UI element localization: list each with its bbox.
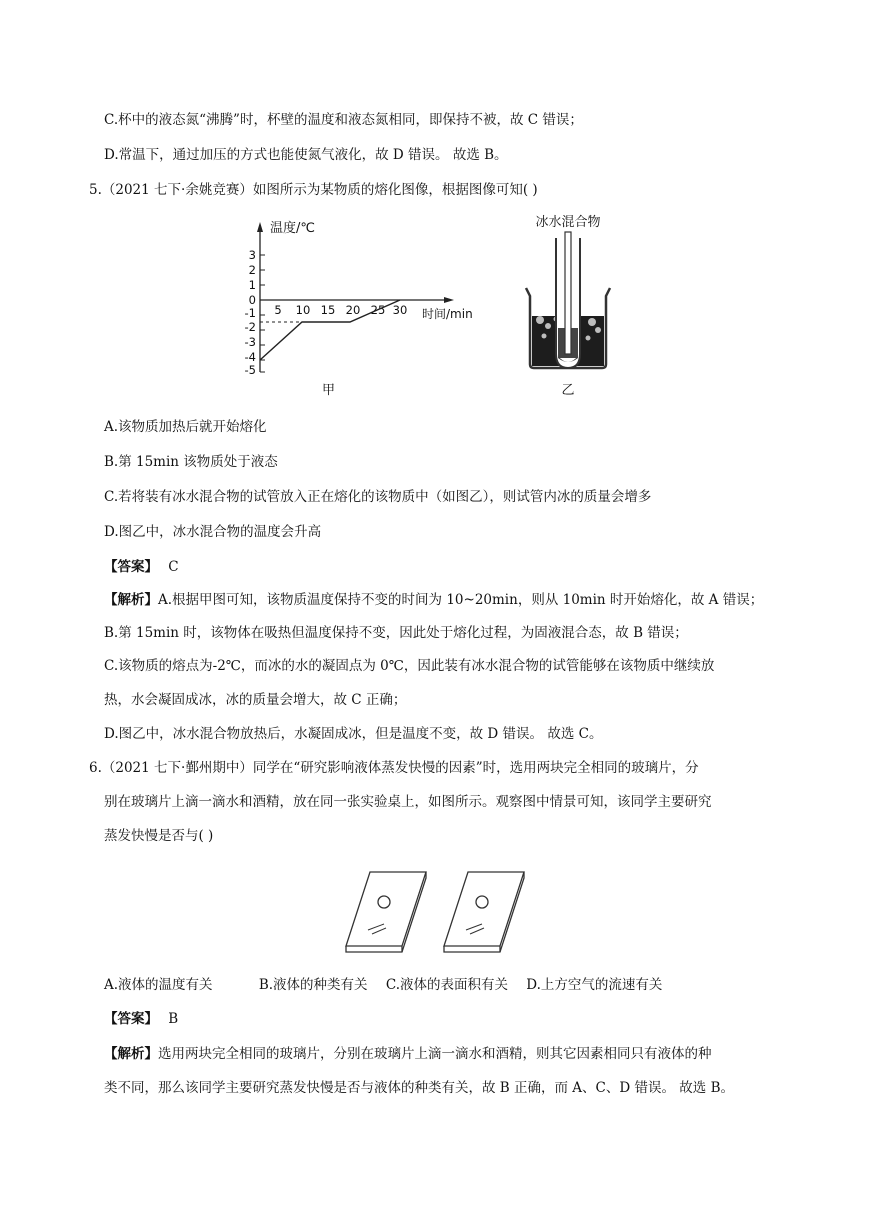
xtick-label: 5 <box>274 303 282 317</box>
glass-slides-figure <box>340 868 530 958</box>
beaker-caption: 乙 <box>561 383 575 398</box>
graph-y-ticks <box>260 255 265 372</box>
melting-graph-figure <box>238 210 488 400</box>
question-5-option-a: A.该物质加热后就开始熔化 <box>104 419 267 435</box>
question-6-option-b: B.液体的种类有关 <box>258 977 368 993</box>
question-5-stem: 5.（2021 七下·余姚竞赛）如图所示为某物质的熔化图像，根据图像可知( ) <box>89 182 538 198</box>
question-6-analysis-2: 类不同，那么该同学主要研究蒸发快慢是否与液体的种类有关，故 B 正确，而 A、C、D 错误。 故选 B。 <box>104 1080 734 1096</box>
graph-ylabel: 温度/℃ <box>270 221 315 236</box>
xtick-label: 30 <box>392 303 408 317</box>
answer-value: C <box>168 559 179 575</box>
xtick-label: 10 <box>295 303 311 317</box>
xtick-label: 15 <box>320 303 336 317</box>
graph-y-arrow <box>257 222 263 232</box>
graph-caption: 甲 <box>322 383 336 398</box>
question-6-analysis-1 <box>104 1044 712 1064</box>
answer-label: 【答案】 <box>104 559 158 575</box>
question-5-option-c: C.若将装有冰水混合物的试管放入正在熔化的该物质中（如图乙），则试管内冰的质量会增多 <box>104 489 652 505</box>
prev-option-c: C.杯中的液态氮“沸腾”时，杯壁的温度和液态氮相同，即保持不被，故 C 错误； <box>104 112 583 128</box>
ytick-label: 3 <box>248 248 256 262</box>
ytick-label: 1 <box>248 278 256 292</box>
question-6-answer <box>104 1009 178 1029</box>
beaker-figure <box>518 208 618 400</box>
analysis-text: 选用两块完全相同的玻璃片，分别在玻璃片上滴一滴水和酒精，则其它因素相同只有液体的种 <box>158 1046 712 1062</box>
analysis-text: A.根据甲图可知，该物质温度保持不变的时间为 10~20min，则从 10min 时开始熔化，故 A 错误； <box>158 592 764 608</box>
question-6-stem-3: 蒸发快慢是否与( ) <box>104 828 214 844</box>
question-6-stem-2: 别在玻璃片上滴一滴水和酒精，放在同一张实验桌上，如图所示。观察图中情景可知，该同学主要研究 <box>104 794 712 810</box>
question-5-analysis-3: C.该物质的熔点为-2℃，而冰的水的凝固点为 0℃，因此装有冰水混合物的试管能够在该物质中继续放 <box>104 658 715 674</box>
answer-label: 【答案】 <box>104 1011 158 1027</box>
prev-option-d: D.常温下，通过加压的方式也能使氮气液化，故 D 错误。 故选 B。 <box>104 147 508 163</box>
drop-water <box>378 896 390 908</box>
xtick-label: 20 <box>345 303 361 317</box>
thermometer <box>565 232 571 354</box>
ytick-label: -2 <box>244 320 256 334</box>
question-5-option-b: B.第 15min 该物质处于液态 <box>104 454 278 470</box>
ytick-label: 0 <box>248 293 256 307</box>
ytick-label: -5 <box>244 363 256 377</box>
question-5-analysis-2: B.第 15min 时，该物体在吸热但温度保持不变，因此处于熔化过程，为固液混合态，故 B 错误； <box>104 625 688 641</box>
analysis-label: 【解析】 <box>104 592 158 608</box>
question-6-option-a: A.液体的温度有关 <box>104 977 213 993</box>
ytick-label: -1 <box>244 306 256 320</box>
graph-xlabel: 时间/min <box>422 307 473 321</box>
glass-slide-left <box>346 872 426 952</box>
question-5-analysis-4: 热，水会凝固成冰，冰的质量会增大，故 C 正确； <box>104 692 407 708</box>
question-5-option-d: D.图乙中，冰水混合物的温度会升高 <box>104 524 322 540</box>
analysis-label: 【解析】 <box>104 1046 158 1062</box>
ytick-label: -4 <box>244 350 256 364</box>
question-6-options <box>104 975 662 995</box>
ytick-label: 2 <box>248 263 256 277</box>
question-6-option-c: C.液体的表面积有关 <box>385 977 508 993</box>
drop-alcohol <box>476 896 488 908</box>
question-5-analysis-1 <box>104 590 763 610</box>
glass-slide-right <box>444 872 524 952</box>
question-6-stem-1: 6.（2021 七下·鄞州期中）同学在“研究影响液体蒸发快慢的因素”时，选用两块完全相同的玻璃片，分 <box>89 760 699 776</box>
question-5-answer <box>104 557 179 577</box>
ytick-label: -3 <box>244 335 256 349</box>
question-5-analysis-5: D.图乙中，冰水混合物放热后，水凝固成冰，但是温度不变，故 D 错误。 故选 C。 <box>104 726 603 742</box>
question-6-option-d: D.上方空气的流速有关 <box>526 977 663 993</box>
answer-value: B <box>168 1011 179 1027</box>
xtick-label: 25 <box>370 303 386 317</box>
beaker-label: 冰水混合物 <box>535 215 601 230</box>
graph-x-arrow <box>444 297 454 303</box>
